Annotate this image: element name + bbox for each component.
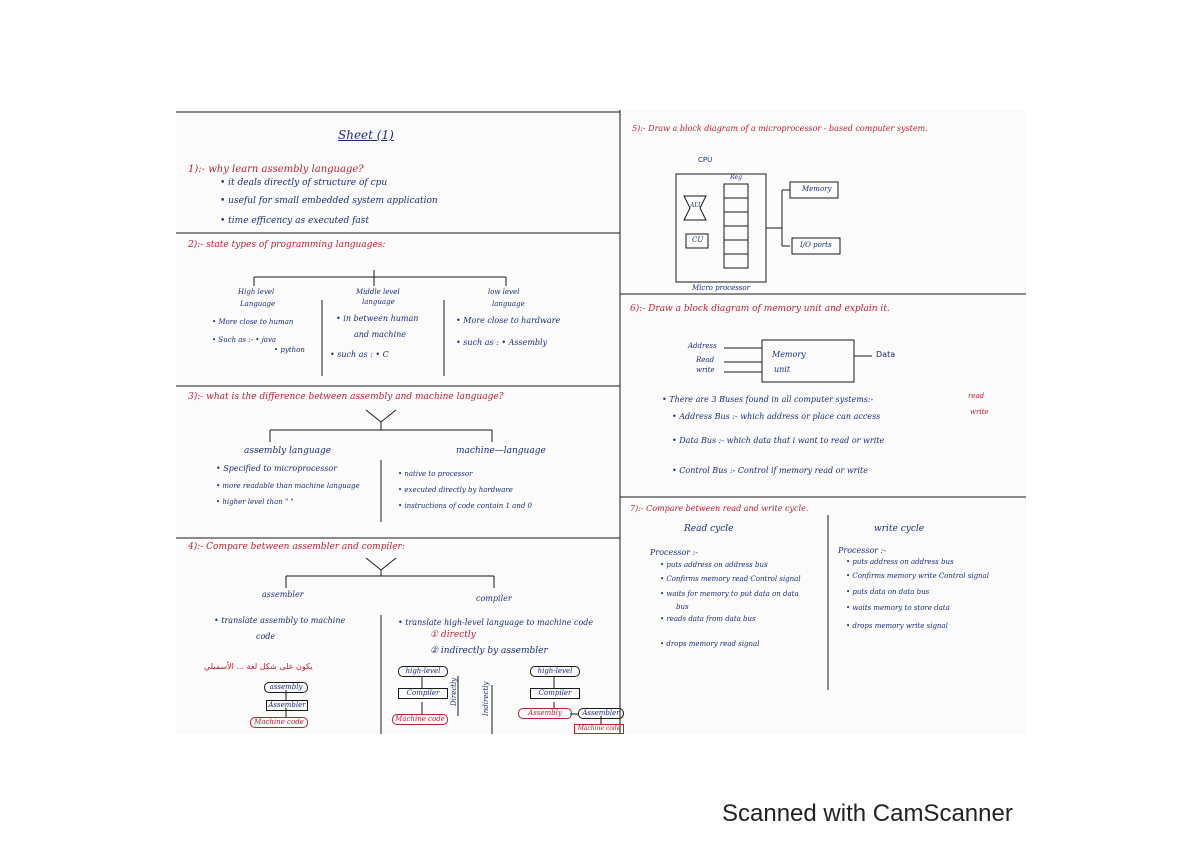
q7-read-step-1: • puts address on address bus — [660, 561, 768, 569]
q5-memory-label: Memory — [802, 185, 832, 193]
q7-question: 7):- Compare between read and write cycle. — [630, 504, 809, 513]
q5-io-label: I/O ports — [800, 241, 832, 249]
q3-right-2: • executed directly by hardware — [398, 486, 513, 494]
q4-compiler-box-2: Compiler — [530, 688, 580, 699]
q3-right-1: • native to processor — [398, 470, 473, 478]
q7-read-processor: Processor :- — [650, 548, 699, 557]
q7-write-step-5: • drops memory write signal — [846, 622, 948, 630]
scanned-sheet — [176, 110, 1026, 734]
q1-question: 1):- why learn assembly language? — [188, 164, 364, 175]
q5-cu-label: CU — [692, 236, 704, 244]
q3-question: 3):- what is the difference between assembly and machine language? — [188, 392, 504, 402]
q3-right-title: machine—language — [456, 446, 546, 456]
q5-question: 5):- Draw a block diagram of a microprocessor - based computer system. — [632, 124, 928, 133]
q7-read-step-2: • Confirms memory read Control signal — [660, 575, 801, 583]
q5-reg-label: Reg — [730, 174, 742, 181]
q2-middle-subtitle: language — [362, 298, 395, 306]
q2-middle-bullet-1b: and machine — [354, 330, 407, 339]
q4-right-title: compiler — [476, 594, 512, 603]
q6-memory-unit-line-1: Memory — [772, 350, 806, 359]
q1-answer-2: • useful for small embedded system application — [220, 196, 438, 206]
q4-left-title: assembler — [262, 590, 304, 599]
q2-high-title: High level — [238, 288, 275, 296]
q7-read-step-5: • drops memory read signal — [660, 640, 760, 648]
q2-high-subtitle: Language — [240, 300, 276, 308]
q4-machine-code-box: Machine code — [250, 717, 308, 728]
q7-read-step-4: • reads data from data bus — [660, 615, 756, 623]
q7-write-title: write cycle — [874, 524, 925, 534]
q6-write-label: write — [696, 366, 715, 374]
q4-question: 4):- Compare between assembler and compiler: — [188, 542, 405, 552]
camscanner-watermark: Scanned with CamScanner — [722, 800, 1013, 827]
q3-left-2: • more readable than machine language — [216, 482, 360, 490]
q2-high-bullet-2: • Such as :- • java — [212, 336, 277, 344]
q2-low-bullet-2: • such as : • Assembly — [456, 338, 548, 347]
q4-right-bullet-2: ① directly — [430, 630, 476, 640]
q3-right-3: • instructions of code contain 1 and 0 — [398, 502, 533, 510]
q4-high-level-box-2: high-level — [530, 666, 580, 677]
q4-assembly-box: assembly — [264, 682, 308, 693]
q4-left-bullet-b: code — [256, 632, 276, 641]
q6-address-bus: • Address Bus :- which address or place can access — [672, 412, 881, 421]
q4-machine-code-box-2: Machine code — [574, 724, 624, 734]
q2-middle-title: Middle level — [356, 288, 400, 296]
q6-question: 6):- Draw a block diagram of memory unit and explain it. — [630, 304, 890, 314]
q4-compiler-box-1: Compiler — [398, 688, 448, 699]
q5-alu-label: ALU — [690, 202, 704, 209]
q6-data-label: Data — [876, 350, 896, 359]
q6-data-bus: • Data Bus :- which data that i want to read or write — [672, 436, 885, 445]
q4-assembler-box: Assembler — [266, 700, 308, 711]
q3-left-3: • higher level than " " — [216, 498, 294, 506]
q5-micro-label: Micro processor — [692, 284, 750, 292]
q2-middle-bullet-1: • in between human — [336, 314, 419, 323]
q4-high-level-box-1: high-level — [398, 666, 448, 677]
q1-answer-1: • it deals directly of structure of cpu — [220, 178, 388, 188]
q4-left-bullet: • translate assembly to machine — [214, 616, 346, 625]
q2-high-bullet-1: • More close to human — [212, 318, 294, 326]
q2-middle-bullet-2: • such as : • C — [330, 350, 389, 359]
q3-left-title: assembly language — [244, 446, 332, 456]
q4-right-bullet-1: • translate high-level language to machine code — [398, 618, 594, 627]
sheet-title: Sheet (1) — [338, 128, 394, 142]
q4-assembly-box-2: Assembly — [518, 708, 572, 719]
q4-directly-label: Directly — [450, 677, 458, 706]
q7-read-title: Read cycle — [684, 524, 734, 534]
q6-write-option: write — [970, 408, 989, 416]
q2-low-subtitle: language — [492, 300, 525, 308]
q5-cpu-label: CPU — [698, 156, 713, 164]
q3-left-1: • Specified to microprocessor — [216, 464, 338, 473]
q2-low-bullet-1: • More close to hardware — [456, 316, 561, 325]
q6-address-label: Address — [688, 342, 717, 350]
q2-low-title: low level — [488, 288, 520, 296]
q7-read-step-3: • waits for memory to put data on data — [660, 590, 799, 598]
q6-read-label: Read — [696, 356, 715, 364]
q4-arabic-note: يكون على شكل لغة ... الأسمبلي — [204, 662, 313, 671]
q6-control-bus: • Control Bus :- Control if memory read or write — [672, 466, 869, 475]
q7-write-step-1: • puts address on address bus — [846, 558, 954, 566]
q6-memory-unit-line-2: unit — [774, 365, 791, 374]
q7-write-step-4: • waits memory to store data — [846, 604, 950, 612]
q7-write-processor: Processor :- — [838, 546, 887, 555]
q4-right-bullet-3: ② indirectly by assembler — [430, 646, 548, 656]
q4-machine-code-box-1: Machine code — [392, 714, 448, 725]
q1-answer-3: • time efficency as executed fast — [220, 216, 370, 226]
q7-write-step-3: • puts data on data bus — [846, 588, 930, 596]
q6-buses-intro: • There are 3 Buses found in all computer systems:- — [662, 395, 874, 404]
q4-assembler-box-2: Assembler — [578, 708, 624, 719]
q2-question: 2):- state types of programming languages: — [188, 240, 386, 250]
q6-read-option: read — [968, 392, 985, 400]
q7-read-step-3b: bus — [676, 603, 689, 611]
q4-indirectly-label: Indirectly — [482, 681, 490, 716]
q7-write-step-2: • Confirms memory write Control signal — [846, 572, 989, 580]
q2-high-bullet-3: • python — [274, 346, 305, 354]
